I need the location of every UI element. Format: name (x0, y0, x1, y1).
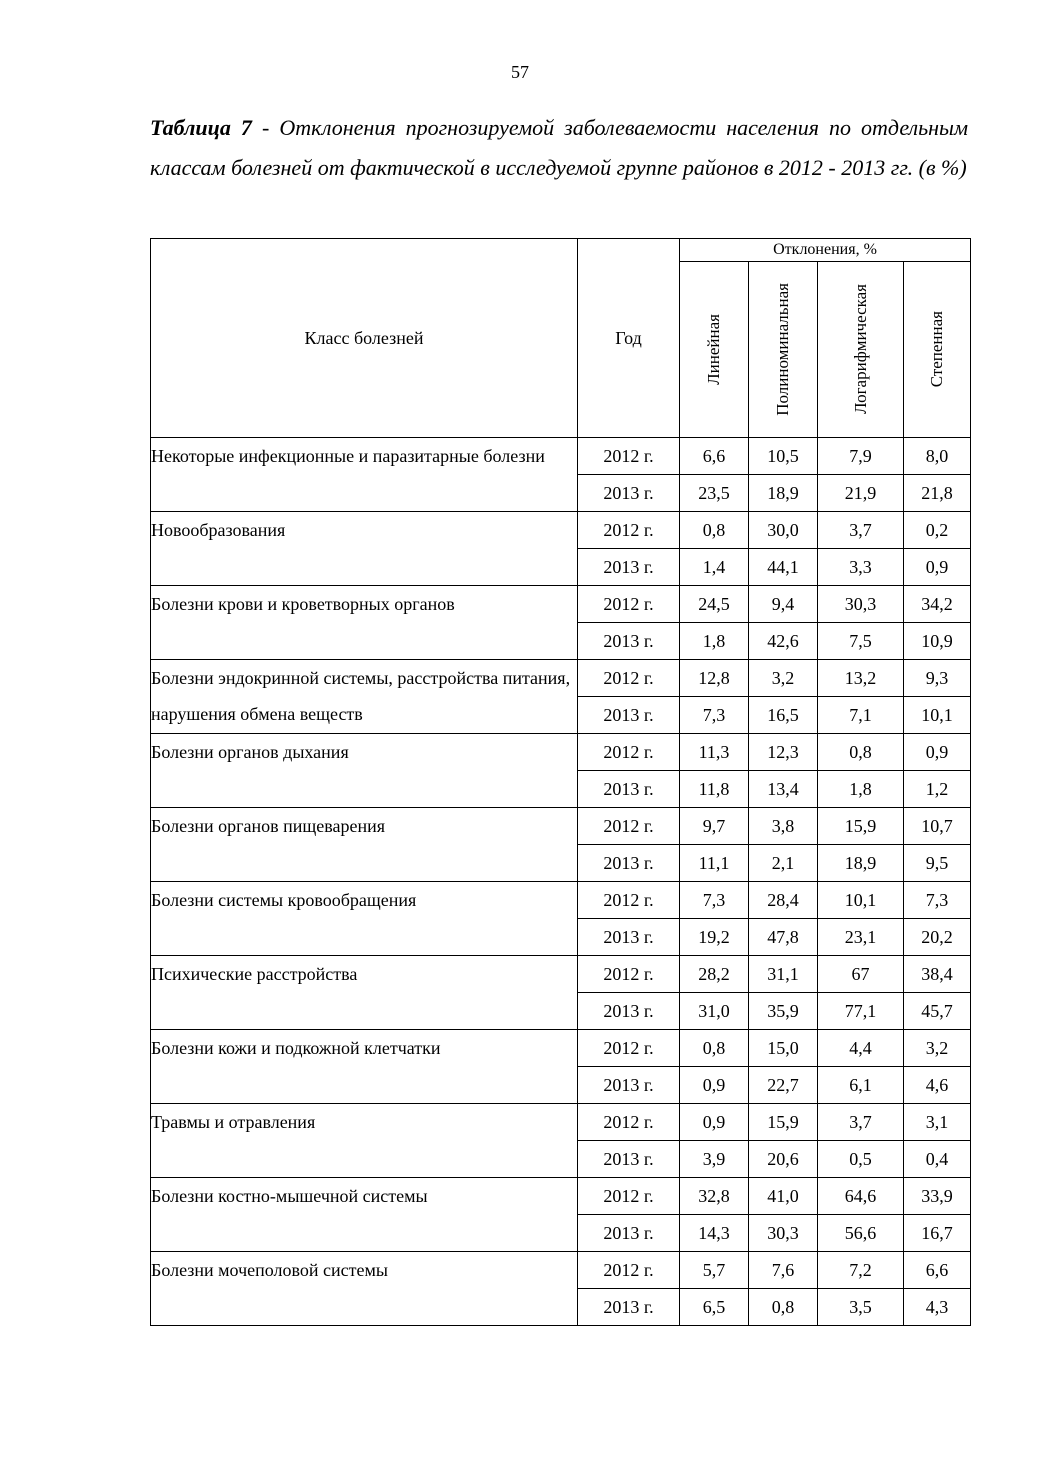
year-cell: 2013 г. (578, 1215, 680, 1252)
value-cell: 30,3 (818, 586, 904, 623)
table-row (151, 512, 971, 549)
header-method-power (904, 262, 971, 438)
disease-class-cell: Болезни костно-мышечной системы (151, 1178, 578, 1252)
table-row (151, 882, 971, 919)
disease-class-cell: Болезни крови и кроветворных органов (151, 586, 578, 660)
disease-class-cell: Некоторые инфекционные и паразитарные болезни (151, 438, 578, 512)
value-cell: 32,8 (680, 1178, 749, 1215)
year-cell: 2013 г. (578, 549, 680, 586)
value-cell: 4,6 (904, 1067, 971, 1104)
value-cell: 47,8 (749, 919, 818, 956)
method-polynomial-label: Полиноминальная (773, 283, 792, 416)
year-cell: 2012 г. (578, 808, 680, 845)
year-cell: 2013 г. (578, 623, 680, 660)
value-cell: 45,7 (904, 993, 971, 1030)
table-row (151, 1030, 971, 1067)
value-cell: 0,9 (680, 1104, 749, 1141)
table-row (151, 1104, 971, 1141)
table-row (151, 660, 971, 697)
value-cell: 7,3 (904, 882, 971, 919)
value-cell: 0,4 (904, 1141, 971, 1178)
value-cell: 11,3 (680, 734, 749, 771)
value-cell: 35,9 (749, 993, 818, 1030)
value-cell: 77,1 (818, 993, 904, 1030)
value-cell: 6,5 (680, 1289, 749, 1326)
value-cell: 7,6 (749, 1252, 818, 1289)
value-cell: 21,8 (904, 475, 971, 512)
value-cell: 4,3 (904, 1289, 971, 1326)
value-cell: 9,5 (904, 845, 971, 882)
value-cell: 10,1 (904, 697, 971, 734)
value-cell: 7,1 (818, 697, 904, 734)
disease-class-cell: Новообразования (151, 512, 578, 586)
method-power-label: Степенная (927, 311, 947, 388)
value-cell: 44,1 (749, 549, 818, 586)
value-cell: 2,1 (749, 845, 818, 882)
value-cell: 3,2 (904, 1030, 971, 1067)
value-cell: 30,0 (749, 512, 818, 549)
year-cell: 2012 г. (578, 1030, 680, 1067)
year-cell: 2012 г. (578, 438, 680, 475)
header-method-polynomial (749, 262, 818, 438)
value-cell: 8,0 (904, 438, 971, 475)
value-cell: 7,2 (818, 1252, 904, 1289)
value-cell: 23,1 (818, 919, 904, 956)
disease-class-cell: Болезни органов пищеварения (151, 808, 578, 882)
value-cell: 34,2 (904, 586, 971, 623)
value-cell: 67 (818, 956, 904, 993)
disease-class-cell: Болезни мочеполовой системы (151, 1252, 578, 1326)
value-cell: 3,2 (749, 660, 818, 697)
value-cell: 41,0 (749, 1178, 818, 1215)
value-cell: 0,9 (904, 734, 971, 771)
value-cell: 4,4 (818, 1030, 904, 1067)
value-cell: 31,1 (749, 956, 818, 993)
value-cell: 16,5 (749, 697, 818, 734)
header-method-logarithmic (818, 262, 904, 438)
value-cell: 22,7 (749, 1067, 818, 1104)
value-cell: 3,1 (904, 1104, 971, 1141)
deviations-table (150, 238, 971, 1326)
value-cell: 9,7 (680, 808, 749, 845)
value-cell: 3,8 (749, 808, 818, 845)
disease-class-cell: Болезни органов дыхания (151, 734, 578, 808)
value-cell: 0,8 (680, 512, 749, 549)
value-cell: 7,5 (818, 623, 904, 660)
value-cell: 13,4 (749, 771, 818, 808)
value-cell: 3,3 (818, 549, 904, 586)
value-cell: 15,0 (749, 1030, 818, 1067)
year-cell: 2012 г. (578, 512, 680, 549)
table-row (151, 956, 971, 993)
value-cell: 10,9 (904, 623, 971, 660)
value-cell: 23,5 (680, 475, 749, 512)
year-cell: 2012 г. (578, 1104, 680, 1141)
header-deviations: Отклонения, % (680, 239, 971, 262)
value-cell: 10,5 (749, 438, 818, 475)
year-cell: 2013 г. (578, 1141, 680, 1178)
value-cell: 31,0 (680, 993, 749, 1030)
value-cell: 1,2 (904, 771, 971, 808)
value-cell: 7,3 (680, 882, 749, 919)
disease-class-cell: Болезни эндокринной системы, расстройства питания, нарушения обмена веществ (151, 660, 578, 734)
table-row (151, 586, 971, 623)
method-logarithmic-label: Логарифмическая (850, 284, 870, 415)
value-cell: 21,9 (818, 475, 904, 512)
disease-class-cell: Болезни кожи и подкожной клетчатки (151, 1030, 578, 1104)
value-cell: 30,3 (749, 1215, 818, 1252)
value-cell: 5,7 (680, 1252, 749, 1289)
value-cell: 6,1 (818, 1067, 904, 1104)
disease-class-cell: Болезни системы кровообращения (151, 882, 578, 956)
year-cell: 2013 г. (578, 1067, 680, 1104)
value-cell: 19,2 (680, 919, 749, 956)
value-cell: 18,9 (749, 475, 818, 512)
value-cell: 9,4 (749, 586, 818, 623)
value-cell: 9,3 (904, 660, 971, 697)
value-cell: 42,6 (749, 623, 818, 660)
value-cell: 1,8 (818, 771, 904, 808)
year-cell: 2013 г. (578, 1289, 680, 1326)
value-cell: 14,3 (680, 1215, 749, 1252)
value-cell: 1,8 (680, 623, 749, 660)
year-cell: 2013 г. (578, 697, 680, 734)
year-cell: 2012 г. (578, 660, 680, 697)
value-cell: 10,7 (904, 808, 971, 845)
disease-class-cell: Психические расстройства (151, 956, 578, 1030)
value-cell: 0,8 (749, 1289, 818, 1326)
value-cell: 3,5 (818, 1289, 904, 1326)
year-cell: 2012 г. (578, 734, 680, 771)
table-row (151, 1178, 971, 1215)
value-cell: 28,4 (749, 882, 818, 919)
value-cell: 38,4 (904, 956, 971, 993)
value-cell: 3,7 (818, 1104, 904, 1141)
value-cell: 20,6 (749, 1141, 818, 1178)
disease-class-cell: Травмы и отравления (151, 1104, 578, 1178)
value-cell: 13,2 (818, 660, 904, 697)
table-caption (150, 108, 968, 188)
value-cell: 15,9 (818, 808, 904, 845)
header-year: Год (578, 239, 680, 438)
value-cell: 7,3 (680, 697, 749, 734)
value-cell: 7,9 (818, 438, 904, 475)
table-row (151, 808, 971, 845)
year-cell: 2012 г. (578, 586, 680, 623)
value-cell: 0,9 (904, 549, 971, 586)
value-cell: 12,3 (749, 734, 818, 771)
year-cell: 2012 г. (578, 956, 680, 993)
value-cell: 15,9 (749, 1104, 818, 1141)
page-number: 57 (511, 62, 529, 82)
value-cell: 0,9 (680, 1067, 749, 1104)
caption-text: - Отклонения прогнозируемой заболеваемости населения по отдельным классам болезней от фактической в исследуемой группе районов в 2012 - 2013 гг. (в %) (150, 115, 968, 180)
year-cell: 2012 г. (578, 882, 680, 919)
value-cell: 0,2 (904, 512, 971, 549)
table-row (151, 1252, 971, 1289)
value-cell: 56,6 (818, 1215, 904, 1252)
year-cell: 2012 г. (578, 1178, 680, 1215)
header-class: Класс болезней (151, 239, 578, 438)
value-cell: 6,6 (904, 1252, 971, 1289)
year-cell: 2013 г. (578, 993, 680, 1030)
value-cell: 11,8 (680, 771, 749, 808)
value-cell: 28,2 (680, 956, 749, 993)
year-cell: 2013 г. (578, 919, 680, 956)
value-cell: 12,8 (680, 660, 749, 697)
year-cell: 2012 г. (578, 1252, 680, 1289)
table-row (151, 438, 971, 475)
value-cell: 18,9 (818, 845, 904, 882)
year-cell: 2013 г. (578, 771, 680, 808)
value-cell: 24,5 (680, 586, 749, 623)
value-cell: 20,2 (904, 919, 971, 956)
value-cell: 0,8 (818, 734, 904, 771)
value-cell: 0,8 (680, 1030, 749, 1067)
value-cell: 16,7 (904, 1215, 971, 1252)
year-cell: 2013 г. (578, 845, 680, 882)
table-row (151, 734, 971, 771)
value-cell: 64,6 (818, 1178, 904, 1215)
value-cell: 1,4 (680, 549, 749, 586)
value-cell: 3,9 (680, 1141, 749, 1178)
value-cell: 33,9 (904, 1178, 971, 1215)
year-cell: 2013 г. (578, 475, 680, 512)
caption-label: Таблица 7 (150, 115, 252, 140)
value-cell: 11,1 (680, 845, 749, 882)
value-cell: 3,7 (818, 512, 904, 549)
value-cell: 0,5 (818, 1141, 904, 1178)
header-method-linear (680, 262, 749, 438)
table-body (151, 438, 971, 1326)
value-cell: 10,1 (818, 882, 904, 919)
method-linear-label: Линейная (704, 314, 723, 385)
value-cell: 6,6 (680, 438, 749, 475)
